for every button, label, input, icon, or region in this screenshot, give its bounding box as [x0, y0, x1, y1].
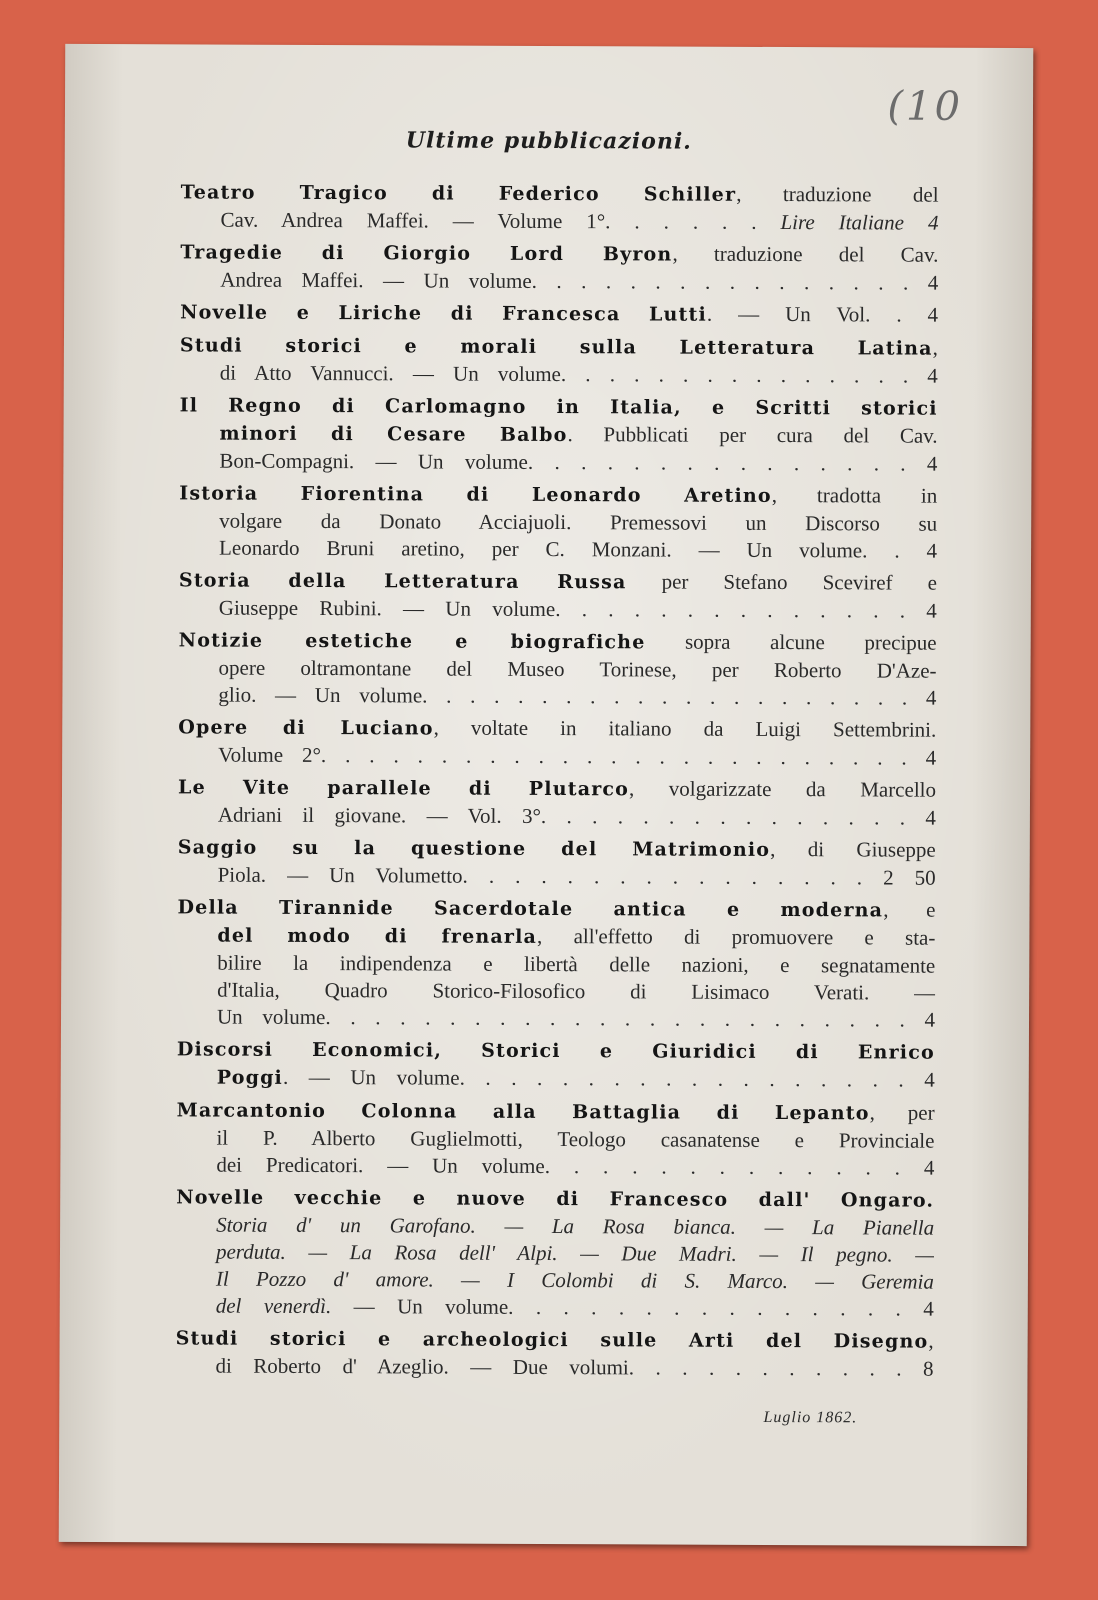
entry-text: Un volume. . . . . . . . . . . . . . . . . . . . . . . . 4: [216, 1004, 936, 1032]
printed-page: [59, 44, 1034, 1546]
entry-text: , all'effetto di promuovere e sta-: [537, 923, 936, 950]
entry-line: [179, 534, 937, 564]
entry-text: glio. — Un volume. . . . . . . . . . . . . . . . . . . . . 4: [218, 682, 937, 710]
publication-title: Della Tirannide Sacerdotale antica e moderna: [177, 896, 884, 922]
publication-title: Notizie estetiche e biografiche: [178, 629, 646, 654]
italic-text: Il Pozzo d' amore. — I Colombi di S. Marco. — Geremia: [215, 1266, 934, 1294]
publication-entry: [178, 626, 936, 711]
publication-entry: [179, 566, 937, 624]
entry-text: Leonardo Bruni aretino, per C. Monzani. — Un volume. . 4: [219, 535, 938, 563]
entry-line: [178, 773, 936, 804]
entry-text: Adriani il giovane. — Vol. 3°. . . . . . . . . . . . . . . 4: [217, 802, 936, 830]
italic-text: perduta. — La Rosa dell' Alpi. — Due Madri. — Il pegno. —: [215, 1239, 935, 1267]
entry-text: sopra alcune precipue: [645, 629, 937, 655]
publication-title: Poggi: [216, 1066, 284, 1089]
entry-line: [177, 921, 935, 952]
entry-text: Andrea Maffei. — Un volume. . . . . . . . . . . . . . . . 4: [220, 267, 939, 295]
publication-entry: [176, 1096, 934, 1181]
publication-title: del modo di frenarla: [217, 924, 538, 948]
publication-title: Discorsi Economici, Storici e Giuridici di Enrico: [176, 1038, 935, 1064]
publication-title: Novelle e Liriche di Francesca Lutti: [180, 301, 708, 326]
entry-line: [178, 654, 936, 684]
entry-line: [176, 1183, 934, 1214]
entry-line: [178, 801, 936, 831]
entry-text: dei Predicatori. — Un volume. . . . . . . . . . . . . 4: [216, 1152, 935, 1180]
date-footer: Luglio 1862.: [763, 1408, 858, 1427]
entry-line: [179, 447, 937, 477]
entry-text: Giuseppe Rubini. — Un volume. . . . . . . . . . . . . . 4: [218, 595, 937, 623]
entry-text: , e: [883, 897, 936, 922]
entry-line: [178, 713, 936, 744]
entry-text: . — Un Vol. . 4: [706, 301, 939, 327]
entry-line: [175, 1352, 933, 1382]
publication-title: Tragedie di Giorgio Lord Byron: [180, 241, 673, 266]
entry-line: [177, 976, 935, 1006]
entry-text: Volume 2°. . . . . . . . . . . . . . . . . . . . . . . . . 4: [218, 742, 937, 770]
entry-line: [180, 359, 938, 389]
publication-entry: [178, 713, 936, 771]
publication-title: minori di Cesare Balbo: [219, 422, 568, 447]
entry-line: [178, 833, 936, 864]
entry-text: , volgarizzate da Marcello: [629, 776, 937, 802]
entry-text: , per: [869, 1100, 935, 1125]
publication-entry: [178, 773, 936, 831]
entry-line: [176, 1124, 934, 1154]
publication-entry: [178, 833, 936, 891]
publication-title: Storia della Letteratura Russa: [178, 569, 627, 594]
entry-line: [178, 681, 936, 711]
entry-line: [176, 1324, 934, 1355]
publication-title: Marcantonio Colonna alla Battaglia di Lepanto: [176, 1099, 870, 1125]
entry-text: Cav. Andrea Maffei. — Volume 1°. . . . . .: [220, 207, 781, 235]
publication-title: Novelle vecchie e nuove di Francesco dall' Ongaro.: [176, 1186, 935, 1212]
publication-title: Studi storici e archeologici sulle Arti del Disegno: [175, 1327, 929, 1353]
entry-line: [180, 331, 938, 362]
entry-text: , tradotta in: [771, 482, 938, 508]
entry-text: il P. Alberto Guglielmotti, Teologo casanatense e Provinciale: [216, 1125, 935, 1153]
entry-text: bilire la indipendenza e libertà delle nazioni, e segnatamente: [217, 950, 936, 978]
entry-line: [176, 1238, 934, 1268]
entry-line: [180, 298, 938, 329]
entry-text: , di Giuseppe: [770, 836, 936, 862]
italic-text: del venerdì.: [215, 1293, 332, 1319]
entry-line: [180, 206, 938, 236]
italic-text: Lire Italiane 4: [780, 210, 939, 235]
entry-line: [176, 1292, 934, 1322]
entry-text: opere oltramontane del Museo Torinese, per Roberto D'Aze-: [218, 655, 937, 683]
entry-text: ,: [928, 1328, 934, 1353]
entry-line: [177, 1063, 935, 1094]
entry-line: [179, 507, 937, 537]
entry-text: Piola. — Un Volumetto. . . . . . . . . . . . . . . . 2 50: [217, 862, 936, 890]
entry-text: di Atto Vannucci. — Un volume. . . . . . . . . . . . . . . 4: [219, 360, 938, 388]
entry-line: [177, 1096, 935, 1127]
publication-entry: [175, 1324, 933, 1382]
entry-line: [180, 266, 938, 296]
entry-line: [178, 741, 936, 771]
entry-line: [180, 419, 938, 450]
entry-text: ,: [932, 335, 939, 360]
publication-entry: [179, 479, 937, 564]
entry-text: , voltate in italiano da Luigi Settembrini.: [433, 715, 937, 742]
publication-entry: [177, 893, 936, 1033]
entry-line: [179, 566, 937, 597]
publication-title: Le Vite parallele di Plutarco: [177, 776, 630, 801]
entry-line: [177, 1003, 935, 1033]
entry-text: volgare da Donato Acciajuoli. Premessovi un Discorso su: [219, 508, 938, 536]
entry-line: [180, 238, 938, 269]
entry-text: d'Italia, Quadro Storico-Filosofico di Lisimaco Verati. —: [217, 977, 936, 1005]
entry-text: — Un volume. . . . . . . . . . . . . . . 4: [331, 1294, 934, 1321]
publication-entry: [179, 391, 937, 477]
publication-title: Teatro Tragico di Federico Schiller: [180, 181, 737, 206]
handwritten-note: (10: [887, 83, 964, 130]
entry-line: [179, 479, 937, 510]
publication-title: Studi storici e morali sulla Letteratura Latina: [179, 334, 933, 360]
publication-list: [175, 178, 938, 1387]
entry-line: [177, 1035, 935, 1066]
entry-text: per Stefano Sceviref e: [626, 569, 937, 595]
entry-text: , traduzione del Cav.: [672, 241, 939, 267]
italic-text: Storia d' un Garofano. — La Rosa bianca. — La Pianella: [216, 1212, 935, 1240]
entry-line: [179, 594, 937, 624]
publication-title: Saggio su la questione del Matrimonio: [177, 836, 771, 861]
publication-entry: [180, 298, 938, 329]
entry-text: Bon-Compagni. — Un volume. . . . . . . . . . . . . . . 4: [219, 448, 938, 476]
entry-line: [177, 949, 935, 979]
entry-line: [176, 1265, 934, 1295]
publication-entry: [176, 1183, 935, 1322]
entry-line: [176, 1211, 934, 1241]
page-header: Ultime pubblicazioni.: [405, 127, 692, 155]
publication-title: Istoria Fiorentina di Leonardo Aretino: [179, 482, 772, 507]
entry-line: [177, 893, 935, 924]
entry-line: [181, 178, 939, 209]
publication-entry: [180, 331, 938, 389]
publication-title: Il Regno di Carlomagno in Italia, e Scritti storici: [179, 394, 938, 420]
entry-text: . — Un volume. . . . . . . . . . . . . . . . . . 4: [282, 1064, 935, 1092]
entry-line: [176, 1151, 934, 1181]
publication-entry: [180, 238, 938, 296]
entry-text: di Roberto d' Azeglio. — Due volumi. . . . . . . . . . . 8: [215, 1353, 934, 1381]
entry-text: . Pubblicati per cura del Cav.: [567, 422, 938, 448]
entry-line: [180, 391, 938, 422]
entry-line: [179, 626, 937, 657]
entry-text: , traduzione del: [736, 181, 939, 207]
publication-title: Opere di Luciano: [178, 716, 434, 740]
publication-entry: [180, 178, 938, 236]
publication-entry: [177, 1035, 935, 1094]
entry-line: [178, 861, 936, 891]
